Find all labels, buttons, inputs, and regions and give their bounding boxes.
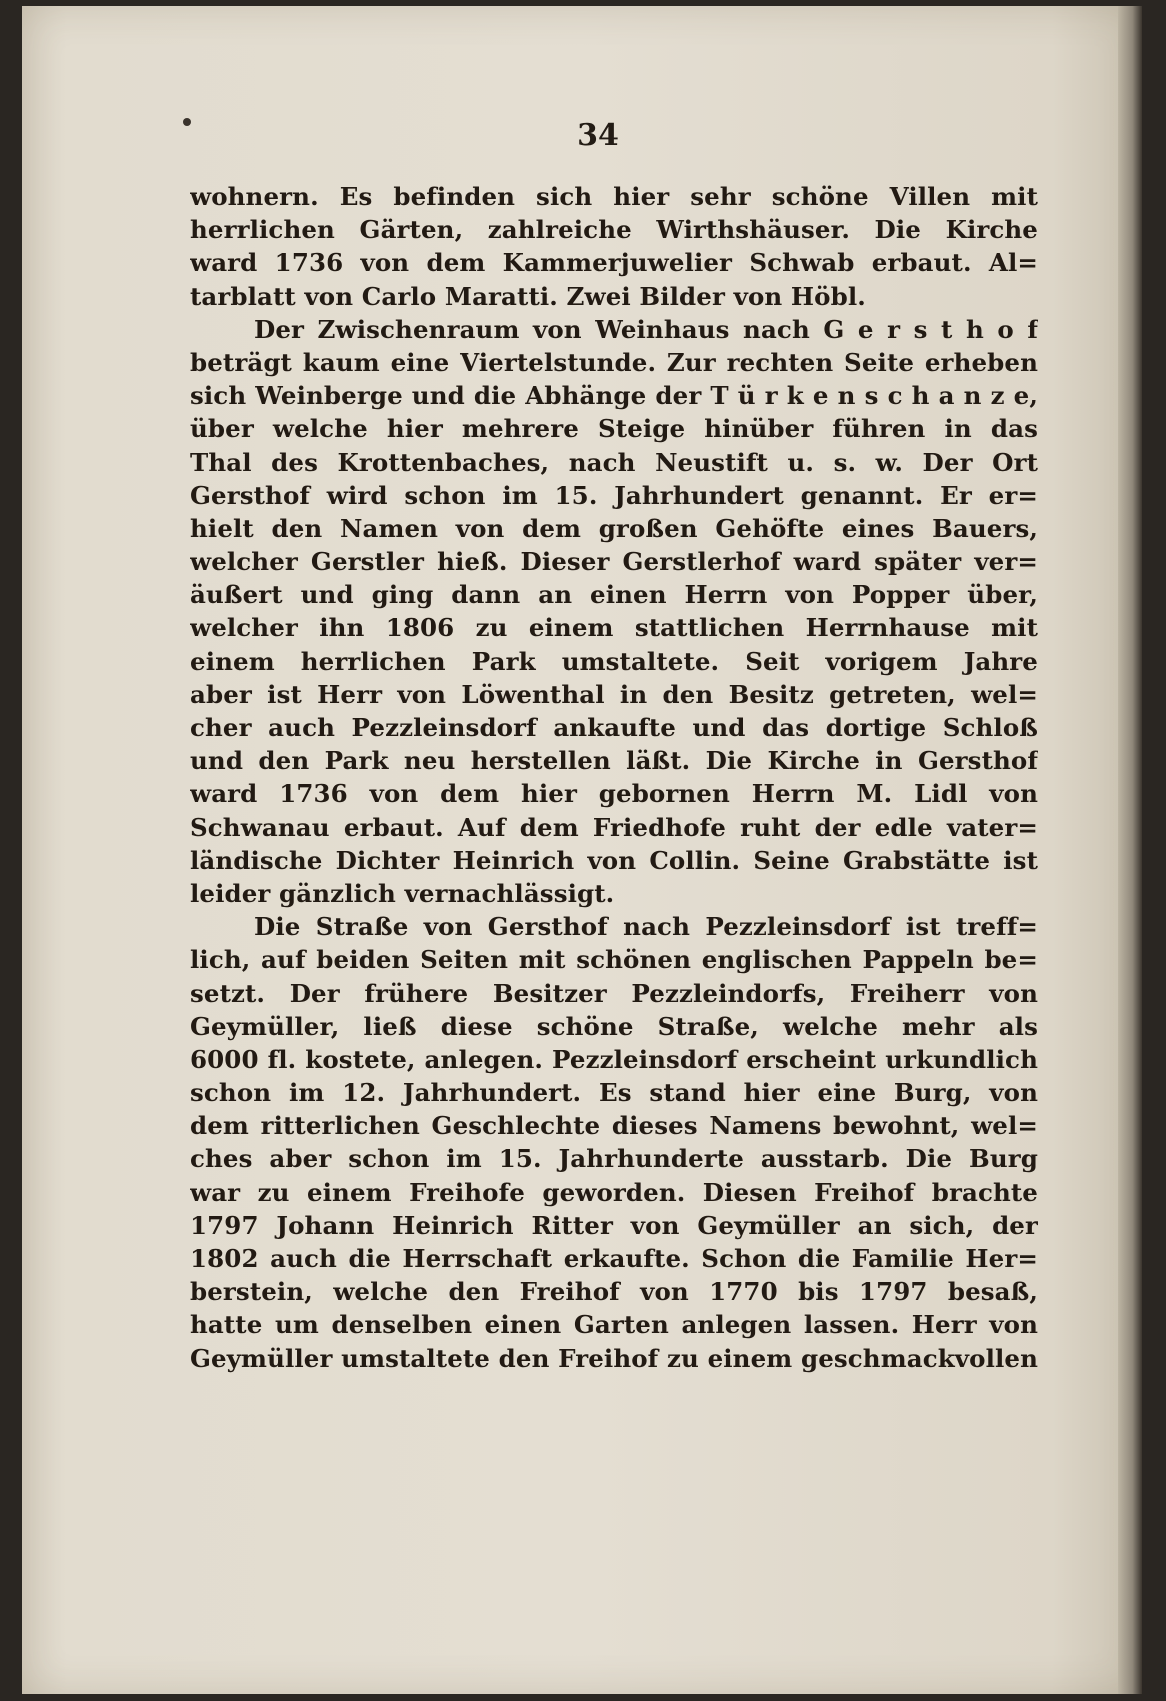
text-line: Gersthof wird schon im 15. Jahrhundert genannt. Er er= <box>190 480 1038 510</box>
text-line: ländische Dichter Heinrich von Collin. Seine Grabstätte ist <box>190 845 1038 875</box>
text-line: über welche hier mehrere Steige hinüber führen in das <box>190 414 1038 444</box>
text-line: ward 1736 von dem hier gebornen Herrn M. Lidl von <box>190 779 1038 809</box>
text-line: äußert und ging dann an einen Herrn von Popper über, <box>190 580 1038 610</box>
text-line: 1797 Johann Heinrich Ritter von Geymüller an sich, der <box>190 1210 1038 1240</box>
text-line: Geymüller umstaltete den Freihof zu einem geschmackvollen <box>190 1343 1038 1373</box>
text-line: einem herrlichen Park umstaltete. Seit vorigem Jahre <box>190 646 1038 676</box>
text-line: dem ritterlichen Geschlechte dieses Namens bewohnt, wel= <box>190 1111 1038 1141</box>
text-line: tarblatt von Carlo Maratti. Zwei Bilder von Höbl. <box>190 281 866 311</box>
text-line: Die Straße von Gersthof nach Pezzleinsdorf ist treff= <box>254 912 1038 942</box>
text-line: sich Weinberge und die Abhänge der T ü r k e n s c h a n z e, <box>190 381 1038 411</box>
text-line: cher auch Pezzleinsdorf ankaufte und das dortige Schloß <box>190 713 1038 742</box>
text-line: leider gänzlich vernachlässigt. <box>190 878 615 908</box>
text-line: berstein, welche den Freihof von 1770 bis 1797 besaß, <box>190 1277 1038 1307</box>
text-line: Geymüller, ließ diese schöne Straße, welche mehr als <box>190 1011 1038 1041</box>
text-line: welcher Gerstler hieß. Dieser Gerstlerhof ward später ver= <box>190 547 1038 577</box>
text-line: 6000 fl. kostete, anlegen. Pezzleinsdorf erscheint urkundlich <box>190 1044 1038 1074</box>
text-line: Schwanau erbaut. Auf dem Friedhofe ruht der edle vater= <box>190 812 1038 842</box>
text-line: setzt. Der frühere Besitzer Pezzleindorfs, Freiherr von <box>190 978 1038 1008</box>
text-line: aber ist Herr von Löwenthal in den Besitz getreten, wel= <box>190 679 1038 709</box>
text-line: 1802 auch die Herrschaft erkaufte. Schon die Familie Her= <box>190 1244 1038 1273</box>
text-line: wohnern. Es befinden sich hier sehr schöne Villen mit <box>190 182 1038 211</box>
text-line: und den Park neu herstellen läßt. Die Kirche in Gersthof <box>190 746 1038 776</box>
text-line: herrlichen Gärten, zahlreiche Wirthshäuser. Die Kirche <box>190 215 1038 245</box>
text-line: war zu einem Freihofe geworden. Diesen Freihof brachte <box>190 1177 1038 1207</box>
page-number: 34 <box>577 118 619 153</box>
text-line: hatte um denselben einen Garten anlegen lassen. Herr von <box>190 1310 1038 1340</box>
text-line: beträgt kaum eine Viertelstunde. Zur rechten Seite erheben <box>190 347 1038 377</box>
text-line: ches aber schon im 15. Jahrhunderte ausstarb. Die Burg <box>190 1144 1038 1174</box>
text-line: Der Zwischenraum von Weinhaus nach G e r s t h o f <box>254 314 1038 344</box>
page-edge <box>1118 6 1142 1694</box>
text-line: schon im 12. Jahrhundert. Es stand hier eine Burg, von <box>190 1078 1038 1108</box>
text-line: hielt den Namen von dem großen Gehöfte eines Bauers, <box>190 513 1038 543</box>
text-line: Thal des Krottenbaches, nach Neustift u. s. w. Der Ort <box>190 447 1038 477</box>
text-line: lich, auf beiden Seiten mit schönen englischen Pappeln be= <box>190 945 1038 975</box>
text-line: welcher ihn 1806 zu einem stattlichen Herrnhause mit <box>190 613 1038 643</box>
body-text <box>190 180 1038 1375</box>
text-line: ward 1736 von dem Kammerjuwelier Schwab erbaut. Al= <box>190 248 1038 278</box>
